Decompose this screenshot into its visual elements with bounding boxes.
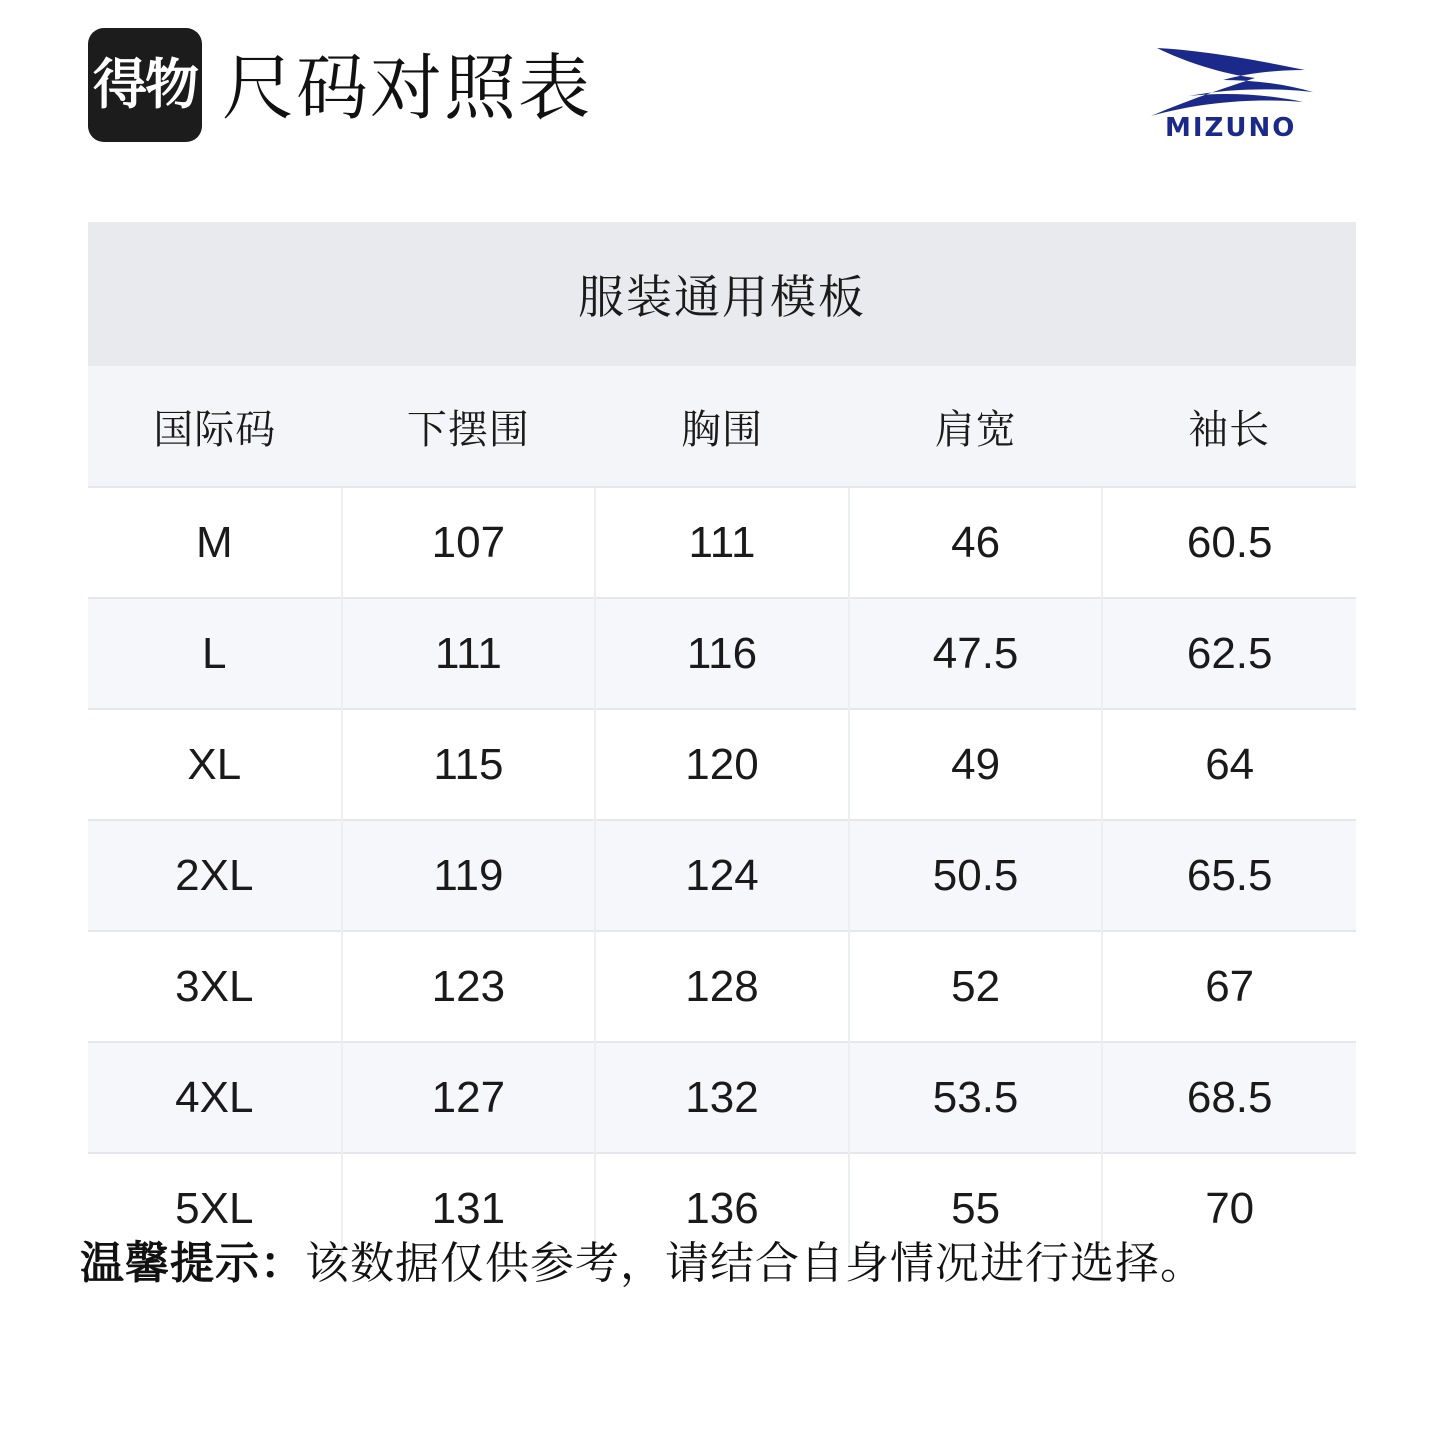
mizuno-logo bbox=[1127, 40, 1347, 140]
cell-hem: 119 bbox=[342, 820, 596, 931]
cell-sleeve: 64 bbox=[1102, 709, 1356, 820]
disclaimer-label: 温馨提示： bbox=[80, 1239, 305, 1288]
svg-text:MIZUNO: MIZUNO bbox=[1165, 113, 1297, 140]
cell-sleeve: 62.5 bbox=[1102, 598, 1356, 709]
cell-hem: 123 bbox=[342, 931, 596, 1042]
table-head bbox=[88, 366, 1356, 487]
column-header-sleeve: 袖长 bbox=[1102, 366, 1356, 487]
cell-bust: 124 bbox=[595, 820, 849, 931]
table-row bbox=[88, 931, 1356, 1042]
cell-hem: 115 bbox=[342, 709, 596, 820]
table-caption: 服装通用模板 bbox=[88, 222, 1356, 366]
cell-size: 4XL bbox=[88, 1042, 342, 1153]
table-row bbox=[88, 598, 1356, 709]
cell-hem: 127 bbox=[342, 1042, 596, 1153]
brand-badge-label: 得物 bbox=[93, 53, 197, 116]
cell-bust: 132 bbox=[595, 1042, 849, 1153]
table-row bbox=[88, 709, 1356, 820]
cell-shoulder: 46 bbox=[849, 487, 1103, 598]
cell-bust: 128 bbox=[595, 931, 849, 1042]
cell-size: 3XL bbox=[88, 931, 342, 1042]
cell-sleeve: 60.5 bbox=[1102, 487, 1356, 598]
cell-hem: 131 bbox=[342, 1153, 596, 1263]
cell-size: L bbox=[88, 598, 342, 709]
table-row bbox=[88, 820, 1356, 931]
cell-shoulder: 47.5 bbox=[849, 598, 1103, 709]
cell-size: 2XL bbox=[88, 820, 342, 931]
column-header-shoulder: 肩宽 bbox=[849, 366, 1103, 487]
page-title: 尺码对照表 bbox=[222, 49, 593, 129]
cell-bust: 111 bbox=[595, 487, 849, 598]
cell-size: M bbox=[88, 487, 342, 598]
table-body bbox=[88, 487, 1356, 1263]
disclaimer-note bbox=[80, 1235, 1370, 1292]
cell-bust: 116 bbox=[595, 598, 849, 709]
cell-bust: 120 bbox=[595, 709, 849, 820]
cell-sleeve: 67 bbox=[1102, 931, 1356, 1042]
cell-hem: 111 bbox=[342, 598, 596, 709]
disclaimer-text: 该数据仅供参考，请结合自身情况进行选择。 bbox=[305, 1239, 1205, 1288]
size-table-container bbox=[88, 222, 1356, 1263]
page-header bbox=[0, 0, 1443, 200]
size-table bbox=[88, 366, 1356, 1263]
column-header-hem: 下摆围 bbox=[342, 366, 596, 487]
column-header-bust: 胸围 bbox=[595, 366, 849, 487]
column-header-international-size: 国际码 bbox=[88, 366, 342, 487]
cell-size: XL bbox=[88, 709, 342, 820]
table-row bbox=[88, 487, 1356, 598]
cell-size: 5XL bbox=[88, 1153, 342, 1263]
cell-sleeve: 65.5 bbox=[1102, 820, 1356, 931]
table-header-row bbox=[88, 366, 1356, 487]
table-row bbox=[88, 1042, 1356, 1153]
cell-shoulder: 49 bbox=[849, 709, 1103, 820]
cell-shoulder: 55 bbox=[849, 1153, 1103, 1263]
cell-shoulder: 52 bbox=[849, 931, 1103, 1042]
cell-hem: 107 bbox=[342, 487, 596, 598]
cell-sleeve: 70 bbox=[1102, 1153, 1356, 1263]
cell-shoulder: 53.5 bbox=[849, 1042, 1103, 1153]
cell-sleeve: 68.5 bbox=[1102, 1042, 1356, 1153]
cell-bust: 136 bbox=[595, 1153, 849, 1263]
cell-shoulder: 50.5 bbox=[849, 820, 1103, 931]
brand-badge bbox=[88, 28, 202, 142]
